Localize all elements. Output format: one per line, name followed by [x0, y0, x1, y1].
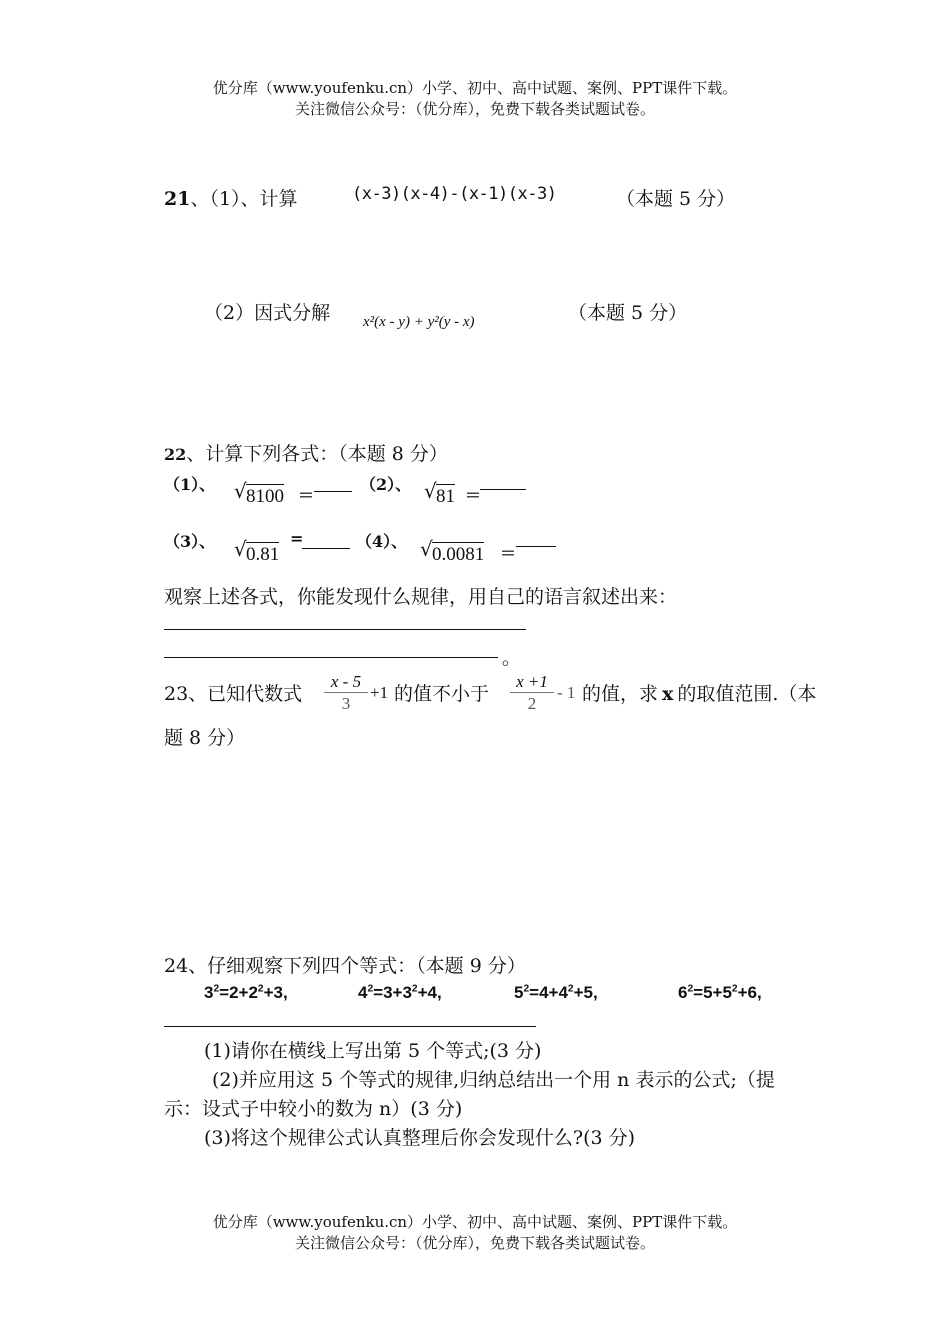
- q24-eq4-rhs-b: +6,: [737, 983, 762, 1002]
- q22-item-2-answer-blank[interactable]: [480, 489, 526, 490]
- q24-eq4-rhs-a: =5+5: [693, 983, 732, 1002]
- q22-period: 。: [502, 647, 522, 669]
- q22-item-1-answer-blank[interactable]: [314, 491, 352, 492]
- q24-eq3-exp: 2: [523, 983, 530, 995]
- q22-item-2-equals: =: [465, 484, 481, 506]
- q24-answer-line[interactable]: [164, 1026, 536, 1027]
- q22-item-3-radicand: 0.81: [246, 544, 280, 565]
- q23-variable: x: [662, 683, 674, 705]
- q22-item-4-radicand: 0.0081: [432, 544, 485, 565]
- q21-part1-points: （本题 5 分）: [616, 188, 736, 210]
- q23-fraction-2-numerator: x +1: [516, 672, 548, 691]
- q24-sub-question-1: (1)请你在横线上写出第 5 个等式;(3 分): [204, 1040, 542, 1062]
- q22-answer-line-2[interactable]: [164, 657, 498, 658]
- q24-eq3-rhs-a: =4+4: [529, 983, 568, 1002]
- q24-eq2-rhs-b: +4,: [417, 983, 442, 1002]
- sqrt-symbol: √: [424, 479, 437, 503]
- q24-equation-3: [514, 983, 598, 1003]
- q22-title: [164, 439, 448, 466]
- q24-eq2-exp: 2: [367, 983, 374, 995]
- q24-eq4-exp: 2: [687, 983, 694, 995]
- q23-text-d: 的取值范围.（本: [677, 683, 817, 705]
- q21-part2-expression: x²(x - y) + y²(y - x): [363, 314, 475, 330]
- q24-sub-question-2-line-1: (2)并应用这 5 个等式的规律,归纳总结出一个用 n 表示的公式;（提: [212, 1069, 775, 1091]
- q22-item-3-equals: =: [290, 529, 304, 548]
- q24-equation-1: [204, 983, 288, 1003]
- q24-eq3-base: 5: [514, 983, 524, 1002]
- q22-item-4-equals: =: [500, 542, 516, 564]
- footer-line-1: 优分库（www.youfenku.cn）小学、初中、高中试题、案例、PPT课件下载。: [212, 1213, 738, 1231]
- q22-item-2-radicand: 81: [436, 486, 455, 507]
- q21-number: 21: [164, 188, 191, 210]
- q24-eq2-base: 4: [358, 983, 368, 1002]
- q22-item-3-label: （3）、: [164, 532, 216, 551]
- q23-text-b: 的值不小于: [394, 683, 490, 705]
- header-line-1: 优分库（www.youfenku.cn）小学、初中、高中试题、案例、PPT课件下载。: [212, 79, 738, 97]
- q24-eq1-base: 3: [204, 983, 214, 1002]
- q23-text-a: 23、已知代数式: [164, 683, 303, 705]
- q24-eq1-rhs-a: =2+2: [219, 983, 258, 1002]
- q24-sub-question-3: (3)将这个规律公式认真整理后你会发现什么?(3 分): [204, 1127, 636, 1149]
- q22-observe-prompt: 观察上述各式，你能发现什么规律，用自己的语言叙述出来：: [164, 586, 678, 608]
- q22-answer-line-1[interactable]: [164, 629, 526, 630]
- q24-equation-2: [358, 983, 442, 1003]
- q24-title: 24、仔细观察下列四个等式：（本题 9 分）: [164, 955, 526, 977]
- q23-line-2: 题 8 分）: [164, 727, 246, 749]
- q24-eq3-exp2: 2: [567, 983, 574, 995]
- q22-item-1-equals: =: [298, 484, 314, 506]
- header-line-2: 关注微信公众号：（优分库），免费下载各类试题试卷。: [294, 100, 655, 118]
- q24-eq2-exp2: 2: [411, 983, 418, 995]
- q24-equation-4: [678, 983, 762, 1003]
- q22-item-1-label: （1）、: [164, 475, 216, 494]
- q23-fraction-1: [324, 672, 368, 715]
- q23-fraction-1-numerator: x - 5: [330, 672, 362, 691]
- q22-item-2-label: （2）、: [360, 475, 412, 494]
- q21-part1-expression: (x-3)(x-4)-(x-1)(x-3): [352, 184, 557, 204]
- q21-part1: [164, 184, 298, 211]
- q21-part2-label: （2）因式分解: [204, 302, 331, 324]
- q23-minus-one: - 1: [557, 683, 576, 702]
- q22-item-1-radicand: 8100: [246, 486, 284, 507]
- q23-fraction-1-denominator: 3: [341, 694, 351, 713]
- q23-text-c-line: [582, 679, 816, 706]
- q22-item-4-answer-blank[interactable]: [516, 546, 556, 547]
- q24-sub-question-2-line-2: 示：设式子中较小的数为 n）(3 分): [164, 1098, 463, 1120]
- sqrt-symbol: √: [420, 537, 433, 561]
- q22-number: 22: [164, 445, 187, 464]
- footer-line-2: 关注微信公众号：（优分库），免费下载各类试题试卷。: [294, 1234, 655, 1252]
- q23-fraction-2-denominator: 2: [527, 694, 537, 713]
- q24-eq2-rhs-a: =3+3: [373, 983, 412, 1002]
- q24-eq3-rhs-b: +5,: [573, 983, 598, 1002]
- q22-item-3-answer-blank[interactable]: [302, 548, 350, 549]
- q22-item-4-label: （4）、: [356, 532, 408, 551]
- q23-fraction-2: [510, 672, 554, 715]
- q21-part2-points: （本题 5 分）: [568, 302, 688, 324]
- q24-eq1-rhs-b: +3,: [263, 983, 288, 1002]
- q24-eq1-exp: 2: [213, 983, 220, 995]
- q23-text-c: 的值，求: [582, 683, 659, 705]
- q24-eq4-base: 6: [678, 983, 688, 1002]
- sqrt-symbol: √: [234, 537, 247, 561]
- q23-plus-one: +1: [370, 683, 389, 702]
- q24-eq4-exp2: 2: [731, 983, 738, 995]
- q22-title-text: 、计算下列各式：（本题 8 分）: [186, 443, 448, 465]
- q24-eq1-exp2: 2: [257, 983, 264, 995]
- sqrt-symbol: √: [234, 479, 247, 503]
- q21-part1-label: 、（1）、计算: [190, 188, 298, 210]
